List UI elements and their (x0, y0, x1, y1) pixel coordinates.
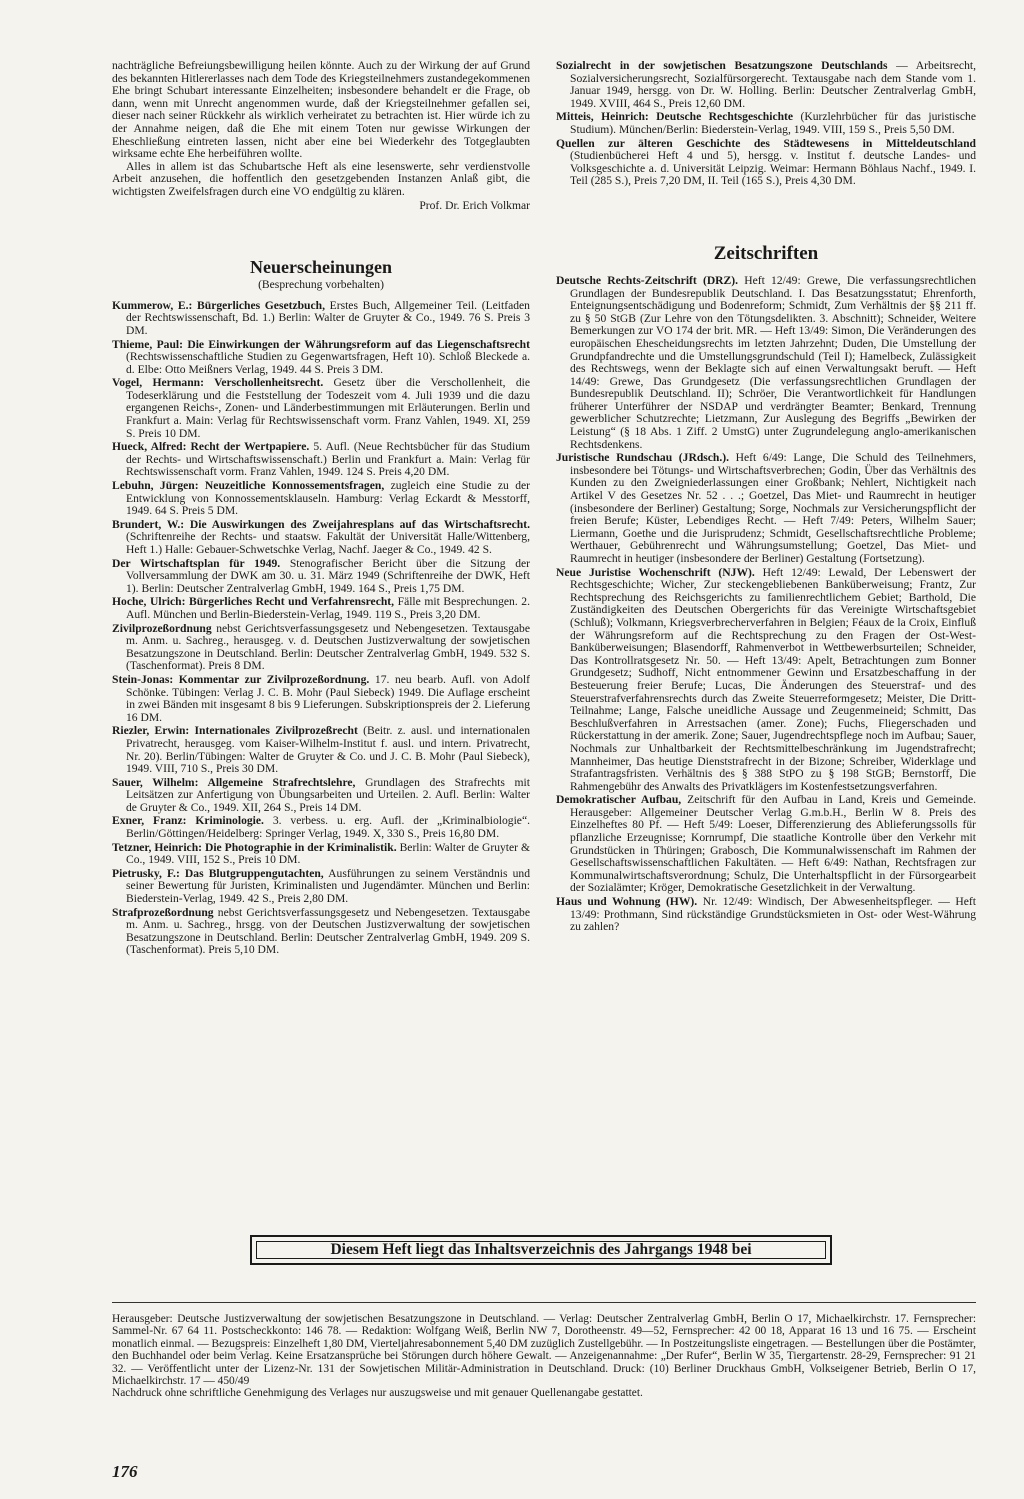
publication-entry-details: (Beitr. z. ausl. und internationalen Privatrecht, herausgeg. vom Kaiser-Wilhelm-Institut f. ausl. und intern. Privatrecht, Nr. 20). Berlin/Tübingen: Walter de Gruyter & Co. und J. C. B. Mohr (Paul Siebeck), 1949. VIII, 710 S., Preis 30 DM. (126, 724, 531, 776)
publication-entry (112, 480, 530, 518)
new-publications-list-continued (556, 60, 976, 188)
right-column (556, 60, 976, 935)
publication-entry-details: 3. verbess. u. erg. Aufl. der „Kriminalbiologie“. Berlin/Göttingen/Heidelberg: Springer Verlag, 1949. X, 330 S., Preis 16,80 DM. (126, 814, 531, 841)
publication-entry-heading: Vogel, Hermann: Verschollenheitsrecht. (112, 376, 324, 390)
publication-entry (112, 558, 530, 596)
journal-entry-heading: Neue Juristise Wochenschrift (NJW). (556, 565, 755, 579)
publication-entry (556, 111, 976, 136)
publication-entry-details: — Arbeitsrecht, Sozialversicherungsrecht, Sozialfürsorgerecht. Textausgabe nach dem Stande vom 1. Januar 1949, hersgg. von Dr. W. Holling. Berlin: Deutscher Zentralverlag GmbH, 1949. XVIII, 464 S., Preis 12,60 DM. (570, 59, 976, 110)
publication-entry (112, 815, 530, 840)
spacer (112, 212, 530, 256)
new-publications-list (112, 300, 530, 957)
page-number: 176 (112, 1462, 138, 1481)
journal-entry (556, 567, 976, 794)
publication-entry-heading: Zivilprozeßordnung (112, 621, 212, 635)
publication-entry-details: nebst Gerichtsverfassungsgesetz und Nebengesetzen. Textausgabe m. Anm. u. Sachreg., hrsgg. von der Deutschen Justizverwaltung der sowjetischen Besatzungszone in Deutschland. Berlin: Deutscher Zentralverlag GmbH, 1949. 209 S. (Taschenformat). Preis 5,10 DM. (126, 905, 530, 957)
publication-entry-heading: Exner, Franz: Kriminologie. (112, 814, 264, 828)
publication-entry (112, 300, 530, 338)
publication-entry-heading: Sozialrecht in der sowjetischen Besatzungszone Deutschlands (556, 59, 888, 72)
publication-entry-heading: Der Wirtschaftsplan für 1949. (112, 556, 281, 570)
publication-entry-details: (Studienbücherei Heft 4 und 5), hersgg. v. Institut f. deutsche Landes- und Volksgeschichte a. d. Universität Leipzig. Weimar: Hermann Böhlaus Nachf., 1949. I. Teil (285 S.), Preis 7,20 DM, II. Teil (165 S.), Preis 4,30 DM. (570, 149, 976, 188)
publication-entry-heading: Pietrusky, F.: Das Blutgruppengutachten, (112, 866, 324, 880)
notice-box (250, 1235, 832, 1265)
publication-entry (112, 519, 530, 557)
journal-entry-details: Zeitschrift für den Aufbau in Land, Kreis und Gemeinde. Herausgeber: Allgemeiner Deutscher Verlag G.m.b.H., Berlin W 8. Preis des Einzelheftes 80 Pf. — Heft 5/49: Loeser, Differenzierung des Ablieferungssolls für pflanzliche Erzeugnisse; Kornrumpf, Die staatliche Kontrolle über den Verkehr mit Grundstücken in Thüringen; Grabosch, Die Kommunalwissenschaft im Rahmen der Gesellschaftswissenschaftlichen Fakultäten. — Heft 6/49: Nathan, Rechtsfragen zur Kommunalwirtschaftsverordnung; Schulz, Die Unterhaltspflicht in der Fürsorgearbeit der Sozialämter; Kröger, Demokratische Gesetzlichkeit in der Verwaltung. (570, 793, 977, 895)
publication-entry (112, 623, 530, 673)
left-column (112, 60, 530, 958)
publication-entry-details: (Schriftenreihe der Rechts- und staatsw. Fakultät der Universität Halle/Wittenberg, Heft 1.) Halle: Gebauer-Schwetschke Verlag, Nachf. Jaeger & Co., 1949. 42 S. (126, 530, 530, 556)
imprint-note: Nachdruck ohne schriftliche Genehmigung des Verlages nur auszugsweise und mit genauer Quellenangabe gestattet. (112, 1387, 643, 1400)
journal-entry (556, 452, 976, 565)
publication-entry-heading: Hueck, Alfred: Recht der Wertpapiere. (112, 440, 310, 454)
publication-entry-details: Fälle mit Besprechungen. 2. Aufl. München und Berlin-Biederstein-Verlag, 1949. 119 S., Preis 3,20 DM. (126, 595, 530, 621)
publication-entry-details: 5. Aufl. (Neue Rechtsbücher für das Studium der Rechts- und Wirtschaftswissenschaft.) Berlin und Frankfurt a. Main: Verlag für Rechtswissenschaft vorm. Franz Vahlen, 1949. 124 S. Preis 4,20 DM. (126, 440, 531, 479)
journal-entry-details: Heft 12/49: Lewald, Der Lebenswert der Rechtsgeschichte; Wicher, Zur steckengebliebenen Banküberweisung; Frantz, Zur Rechtsprechung des Reichsgerichts zu familienrechtlichem Gebiet; Barthold, Die Zuständigkeiten des Deutschen Obergerichts für das Vereinigte Wirtschaftsgebiet (Schluß); Volkmann, Kriegsverbrecherverfahren in Belgien; Féaux de la Croix, Einfluß der Währungsreform auf die Rechtsprechung zu den Fragen der Ost-West-Banküberweisungen; Blasendorff, Rahmenverbot in Wettbewerbsurteilen; Schneider, Das Kontrollratsgesetz Nr. 50. — Heft 13/49: Apelt, Betrachtungen zum Bonner Grundgesetz; Sudhoff, Nicht entnommener Gewinn und Ersatzbeschaffung in der Besteuerung freier Berufe; Lucas, Die Änderungen des Steuerstraf- und des Steuerstrafverfahrensrechts durch das Zweite Steuerreformgesetz; Meister, Die Dritt-Teilnahme; Lange, Falsche uneidliche Aussage und Zeugenmeineid; Schmitt, Das Beschlußverfahren in Arrestsachen (amer. Zone); Fuchs, Fliegerschaden und Rückerstattung in der amerik. Zone; Sauer, Jugendrechtspflege noch im Aufbau; Sauer, Nochmals zur Unhaltbarkeit der Rechtsmittelbeschränkung im Jugendstrafrecht; Mannheimer, Das heutige Dienststrafrecht in der Bizone; Schreiber, Widerklage und Strafantragsfristen. Verhältnis des § 388 StPO zu § 198 StGB; Bernstorff, Die Rahmengebühr des Anwalts des Privatklägers im Kostenfestsetzungsverfahren. (570, 565, 977, 793)
publication-entry (112, 725, 530, 775)
publication-entry-details: (Kurzlehrbücher für das juristische Studium). München/Berlin: Biederstein-Verlag, 1949. VIII, 159 S., Preis 5,50 DM. (570, 110, 976, 136)
journal-entry-details: Nr. 12/49: Windisch, Der Abwesenheitspfleger. — Heft 13/49: Prothmann, Sind rückständige Grundstücksmieten in Ost- oder West-Währung zu zahlen? (570, 895, 976, 934)
publication-entry (112, 868, 530, 906)
journal-entry-details: Heft 6/49: Lange, Die Schuld des Teilnehmers, insbesondere bei Tötungs- und Wirtschaftsverbrechen; Godin, Über das Verhältnis des Kunden zu den Zweigniederlassungen einer Großbank; Nehlert, Nichtigkeit nach Artikel V des Gesetzes Nr. 52 . . .; Goetzel, Das Miet- und Raumrecht in heutiger (insbesondere der Berliner) Gestaltung; Sorge, Nochmals zur Versicherungspflicht der freien Berufe; Küster, Lebendiges Recht. — Heft 7/49: Peters, Wilhelm Sauer; Liermann, Goethe und die Jurisprudenz; Schmidt, Gesellschaftsrechtliche Probleme; Werthauer, Gebührenrecht und Währungsumstellung; Goetzel, Das Miet- und Raumrecht in heutiger (insbesondere der Berliner) Gestaltung (Fortsetzung). (570, 451, 976, 565)
publication-entry (556, 60, 976, 110)
publication-entry-heading: Tetzner, Heinrich: Die Photographie in der Kriminalistik. (112, 840, 397, 854)
publication-entry (112, 907, 530, 957)
journal-entry (556, 275, 976, 451)
publication-entry-details: (Rechtswissenschaftliche Studien zu Gegenwartsfragen, Heft 10). Schloß Bleckede a. d. Elbe: Otto Meißners Verlag, 1949. 44 S. Preis 3 DM. (126, 350, 530, 376)
imprint (112, 1313, 976, 1400)
publication-entry-heading: Strafprozeßordnung (112, 905, 214, 919)
section-title-zeitschriften: Zeitschriften (713, 242, 819, 264)
review-conclusion: Alles in allem ist das Schubartsche Heft als eine lesenswerte, sehr verdienstvolle Arbeit anzusehen, die hoffentlich den gesetzgebenden Instanzen Anlaß gibt, die wichtigsten Zweifelsfragen durch eine VO endgültig zu klären. (112, 159, 530, 198)
journal-entry (556, 794, 976, 895)
publication-entry-details: nebst Gerichtsverfassungsgesetz und Nebengesetzen. Textausgabe m. Anm. u. Sachreg., herausgeg. v. d. Deutschen Justizverwaltung der sowjetischen Besatzungszone in Deutschland. Berlin: Deutscher Zentralverlag GmbH, 1949. 532 S. (Taschenformat). Preis 8 DM. (126, 621, 530, 673)
publication-entry (112, 777, 530, 815)
review-continuation: nachträgliche Befreiungsbewilligung heilen könnte. Auch zu der Wirkung der auf Grund des bekannten Hitlererlasses nach dem Tode des Kriegsteilnehmers zustandegekommenen Ehe bringt Schubart interessante Einzelheiten; insbesondere behandelt er die Frage, ob dann, wenn mit Unrecht angenommen wurde, daß der Kriegsteilnehmer gefallen sei, dieser nach seiner Rückkehr als wirklich verheiratet zu betrachten ist. Hier würde ich zu der Annahme neigen, daß die Ehe mit einem Toten nur gewisse Wirkungen der Eheschließung eintreten lassen, nicht aber eine bei Wiederkehr des Totgeglaubten wirksame echte Ehe herbeiführen wollte. (112, 59, 530, 161)
publication-entry-heading: Brundert, W.: Die Auswirkungen des Zweijahresplans auf das Wirtschaftsrecht. (112, 517, 530, 531)
journal-entry-heading: Juristische Rundschau (JRdsch.). (556, 451, 730, 465)
publication-entry-details: Ausführungen zu seinem Verständnis und seiner Bewertung für Juristen, Kriminalisten und Jugendämter. München und Berlin: Biederstein-Verlag, 1949. 42 S., Preis 2,80 DM. (126, 866, 530, 906)
publication-entry-heading: Thieme, Paul: Die Einwirkungen der Währungsreform auf das Liegenschaftsrecht (112, 337, 530, 351)
publication-entry-heading: Riezler, Erwin: Internationales Zivilprozeßrecht (112, 724, 358, 738)
publication-entry-details: 17. neu bearb. Aufl. von Adolf Schönke. Tübingen: Verlag J. C. B. Mohr (Paul Siebeck) 1949. Die Auflage erscheint in zwei Bänden mit insgesamt 8 bis 9 Lieferungen. Subskriptionspreis der 2. Lieferung 16 DM. (126, 672, 530, 724)
journal-entry (556, 896, 976, 934)
section-subtitle: (Besprechung vorbehalten) (258, 278, 384, 292)
publication-entry-heading: Quellen zur älteren Geschichte des Städtewesens in Mitteldeutschland (556, 136, 976, 150)
publication-entry (112, 441, 530, 479)
notice-text: Diesem Heft liegt das Inhaltsverzeichnis des Jahrgangs 1948 bei (330, 1241, 752, 1258)
journals-list (556, 275, 976, 934)
publication-entry-details: Stenografischer Bericht über die Sitzung der Vollversammlung der DWK am 30. u. 31. März 1949 (Schriftenreihe der DWK, Heft 1). Berlin: Deutscher Zentralverlag GmbH, 1949. 164 S., Preis 1,75 DM. (126, 556, 530, 595)
publication-entry (112, 339, 530, 377)
publication-entry-details: Grundlagen des Strafrechts mit Leitsätzen zur Anfertigung von Übungsarbeiten und Urteilen. 2. Aufl. Berlin: Walter de Gruyter & Co., 1949. XII, 264 S., Preis 14 DM. (126, 775, 530, 814)
journal-entry-details: Heft 12/49: Grewe, Die verfassungsrechtlichen Grundlagen der Bundesrepublik Deutschland. I. Das Besatzungsstatut; Ehrenforth, Enteignungsentschädigung und Bodenreform; Schmidt, Zum Verhältnis der §§ 211 ff. zu § 50 StGB (Zur Lehre von den Tötungsdelikten. 3. Abschnitt); Schneider, Weitere Bemerkungen zur VO 174 der brit. MR. — Heft 13/49: Simon, Die Veränderungen des europäischen Ehescheidungsrechts im letzten Jahrzehnt; Duden, Die Umstellung der Grundpfandrechte und die Umstellungsgrundschuld (Teil I); Hamelbeck, Zulässigkeit des Rechtswegs, wenn der Beklagte sich auf einen Verwaltungsakt beruft. — Heft 14/49: Grewe, Das Grundgesetz (Die verfassungsrechtlichen Grundlagen der Bundesrepublik Deutschland. II); Schröer, Die Verantwortlichkeit für Handlungen früherer Unterführer der NSDAP und verdrängter Beamter; Benkard, Trennung gewerblicher Schutzrechte; Lietzmann, Zur Auslegung des Begriffs „Bewirken der Leistung“ (§ 18 Abs. 1 Ziff. 2 UmstG) unter Zugrundelegung anglo-amerikanischen Rechtsdenkens. (570, 273, 976, 451)
publication-entry-heading: Lebuhn, Jürgen: Neuzeitliche Konnossementsfragen, (112, 479, 385, 493)
publication-entry (112, 596, 530, 621)
publication-entry (112, 377, 530, 440)
spacer (556, 189, 976, 243)
publication-entry-details: zugleich eine Studie zu der Entwicklung von Konnossementsklauseln. Hamburg: Verlag Eckardt & Messtorff, 1949. 64 S. Preis 5 DM. (126, 479, 530, 518)
section-title-neuerscheinungen: Neuerscheinungen (249, 257, 392, 278)
publication-entry-heading: Stein-Jonas: Kommentar zur Zivilprozeßordnung. (112, 672, 370, 686)
journal-entry-heading: Deutsche Rechts-Zeitschrift (DRZ). (556, 273, 739, 287)
publication-entry-heading: Kummerow, E.: Bürgerliches Gesetzbuch, (112, 298, 325, 312)
journal-entry-heading: Haus und Wohnung (HW). (556, 895, 698, 909)
publication-entry-heading: Hoche, Ulrich: Bürgerliches Recht und Verfahrensrecht, (112, 595, 395, 609)
publication-entry-heading: Mitteis, Heinrich: Deutsche Rechtsgeschichte (556, 110, 794, 124)
publication-entry (556, 138, 976, 188)
publication-entry-details: Berlin: Walter de Gruyter & Co., 1949. VIII, 152 S., Preis 10 DM. (126, 840, 531, 867)
publication-entry-details: Erstes Buch, Allgemeiner Teil. (Leitfaden der Rechtswissenschaft, Bd. 1.) Berlin: Walter de Gruyter & Co., 1949. 76 S. Preis 3 DM. (126, 298, 530, 337)
review-author: Prof. Dr. Erich Volkmar (419, 198, 530, 212)
publication-entry (112, 842, 530, 867)
publication-entry (112, 674, 530, 724)
journal-entry-heading: Demokratischer Aufbau, (556, 793, 682, 807)
imprint-divider (112, 1302, 976, 1303)
imprint-main: Herausgeber: Deutsche Justizverwaltung der sowjetischen Besatzungszone in Deutschland. — Verlag: Deutscher Zentralverlag GmbH, Berlin O 17, Michaelkirchstr. 17. Fernsprecher: Sammel-Nr. 67 64 11. Postscheckkonto: 146 78. — Redaktion: Wolfgang Weiß, Berlin NW 7, Dorotheenstr. 49—52, Fernsprecher: 42 00 18, Apparat 16 13 und 16 75. — Erscheint monatlich einmal. — Bezugspreis: Einzelheft 1,80 DM, Vierteljahresabonnement 5,40 DM zuzüglich Zustellgebühr. — In Postzeitungsliste eingetragen. — Bestellungen über die Postämter, den Buchhandel oder beim Verlag. Keine Ersatzansprüche bei Störungen durch höhere Gewalt. — Anzeigenannahme: „Der Rufer“, Berlin W 35, Tiergartenstr. 28-29, Fernsprecher: 91 21 32. — Veröffentlicht unter der Lizenz-Nr. 131 der Sowjetischen Militär-Administration in Deutschland. Druck: (10) Berliner Druckhaus GmbH, Volkseigener Betrieb, Berlin O 17, Michaelkirchstr. 17 — 450/49 (112, 1313, 976, 1388)
publication-entry-heading: Sauer, Wilhelm: Allgemeine Strafrechtslehre, (112, 775, 356, 789)
publication-entry-details: Gesetz über die Verschollenheit, die Todeserklärung und die Feststellung der Todeszeit vom 4. Juli 1939 und die dazu ergangenen Reichs-, Zonen- und Länderbestimmungen mit Erläuterungen. Berlin und Frankfurt a. Main: Verlag für Rechtswissenschaft vorm. Franz Vahlen, 1949. XI, 259 S. Preis 10 DM. (126, 376, 530, 440)
